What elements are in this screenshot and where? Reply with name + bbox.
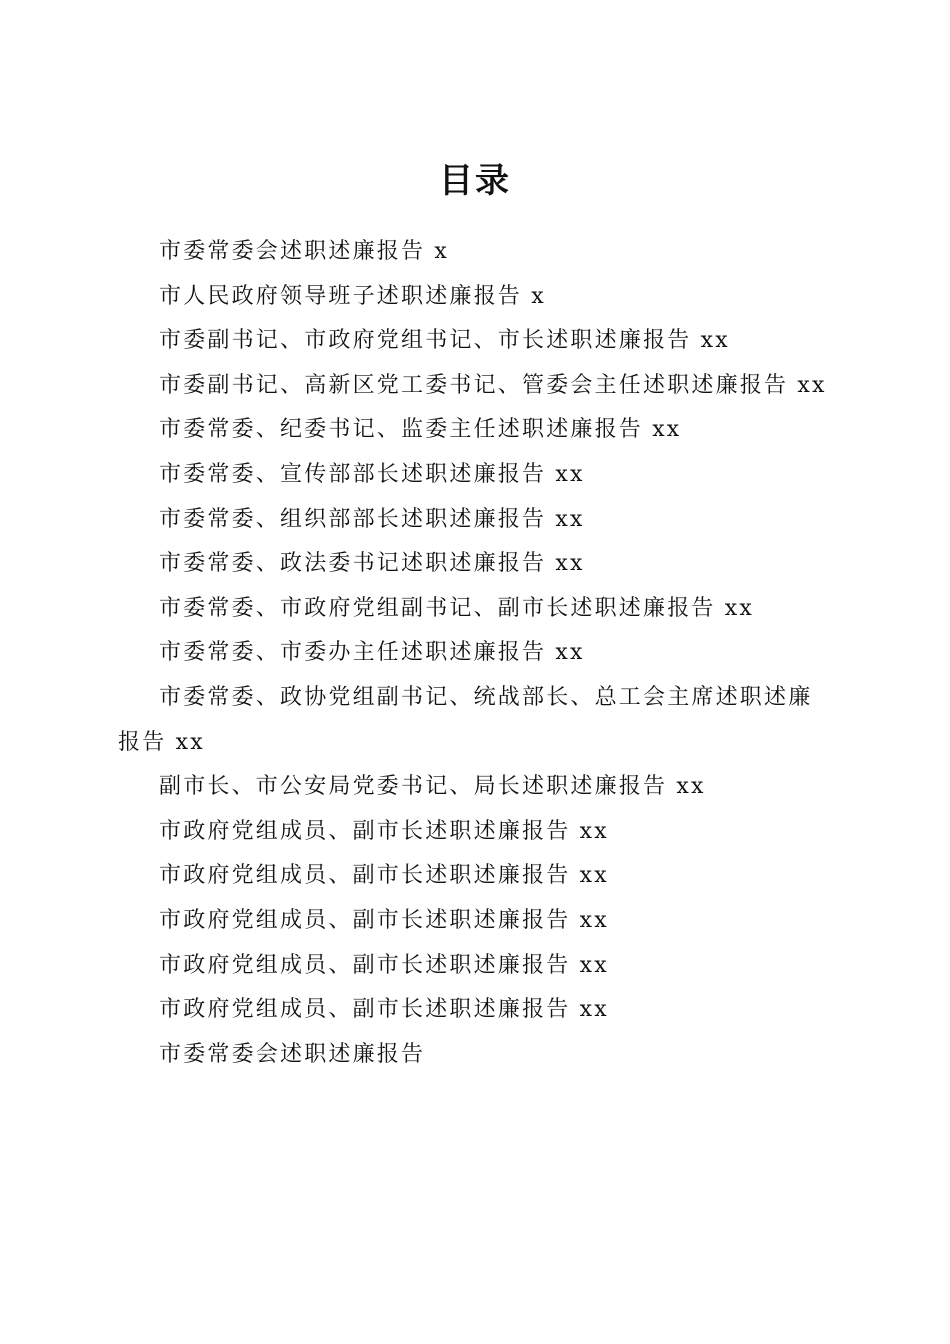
toc-entry: 市委常委、政协党组副书记、统战部长、总工会主席述职述廉报告 xx [118, 684, 813, 755]
toc-entry: 市委常委会述职述廉报告 [159, 1041, 426, 1067]
toc-entry: 市人民政府领导班子述职述廉报告 x [159, 283, 546, 309]
toc-entry: 市政府党组成员、副市长述职述廉报告 xx [159, 863, 609, 889]
toc-entry: 市委常委、宣传部部长述职述廉报告 xx [159, 461, 585, 487]
toc-entry: 市委常委、组织部部长述职述廉报告 xx [159, 506, 585, 532]
toc-entry: 市政府党组成员、副市长述职述廉报告 xx [159, 818, 609, 844]
toc-entry: 市委常委、政法委书记述职述廉报告 xx [159, 551, 585, 577]
toc-entry: 市政府党组成员、副市长述职述廉报告 xx [159, 907, 609, 933]
toc-entry: 副市长、市公安局党委书记、局长述职述廉报告 xx [159, 774, 706, 800]
page-title: 目录 [439, 160, 511, 201]
toc-entry: 市委副书记、高新区党工委书记、管委会主任述职述廉报告 xx [159, 372, 827, 398]
toc-entry: 市委常委会述职述廉报告 x [159, 239, 450, 264]
toc-entry: 市委常委、纪委书记、监委主任述职述廉报告 xx [159, 417, 682, 443]
toc-entry: 市委常委、市政府党组副书记、副市长述职述廉报告 xx [159, 595, 755, 621]
toc-entry: 市政府党组成员、副市长述职述廉报告 xx [159, 952, 609, 978]
table-of-contents [118, 230, 828, 1077]
toc-entry: 市委常委、市委办主任述职述廉报告 xx [159, 640, 585, 666]
toc-entry: 市政府党组成员、副市长述职述廉报告 xx [159, 997, 609, 1023]
toc-entry: 市委副书记、市政府党组书记、市长述职述廉报告 xx [159, 328, 730, 354]
